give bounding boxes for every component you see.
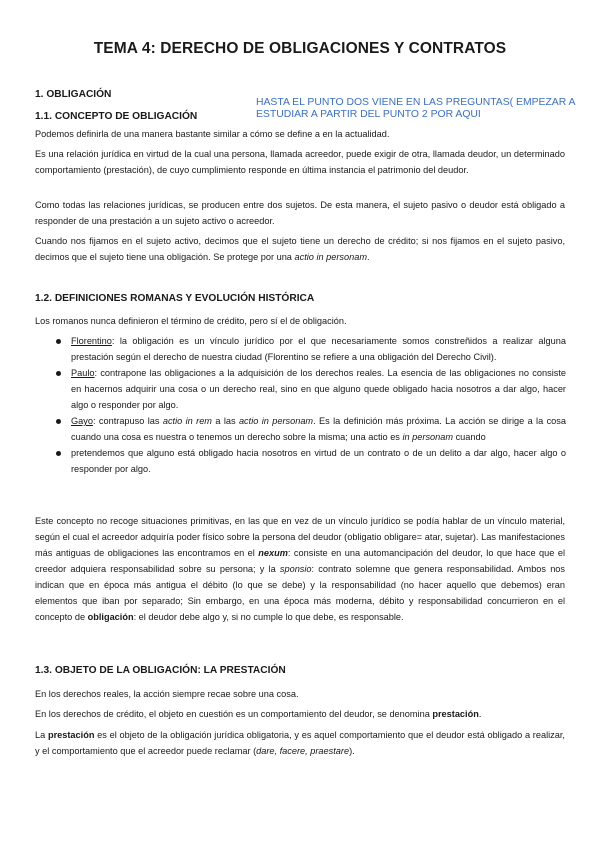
latin-term: actio in personam xyxy=(238,416,314,426)
paragraph xyxy=(35,727,565,759)
text-run: : contrapuso las xyxy=(92,416,163,426)
latin-term: in personam xyxy=(402,432,454,442)
list-item xyxy=(54,365,566,413)
text-run: En los derechos de crédito, el objeto en cuestión es un comportamiento del deudor, se denomina xyxy=(35,709,433,719)
bullet-icon xyxy=(56,419,61,424)
bullet-icon xyxy=(56,339,61,344)
text-run: : el deudor debe algo y, si no cumple lo que debe, es responsable. xyxy=(133,612,404,622)
latin-term: actio in rem xyxy=(162,416,212,426)
subheading-objeto: 1.3. OBJETO DE LA OBLIGACIÓN: LA PRESTACIÓN xyxy=(35,665,286,676)
subheading-concepto: 1.1. CONCEPTO DE OBLIGACIÓN xyxy=(35,111,198,122)
text-run: : contrapone las obligaciones a la adquisición de los derechos reales. La esencia de las obligaciones no consiste en hacernos adquirir una cosa o un derecho real, sino en que alguno quede obligado hacia nosotros a dar algo, hacer algo o responder por algo. xyxy=(71,368,566,410)
latin-term: actio in personam xyxy=(294,252,368,262)
text-run: . Es la definición más próxima. La acción se dirige a la cosa cuando una cosa es nuestra o tenemos un derecho sobre la misma; una actio es xyxy=(71,416,566,442)
author-name: Florentino xyxy=(71,336,112,346)
text-run: Cuando nos fijamos en el sujeto activo, decimos que el sujeto tiene un derecho de crédito; si nos fijamos en el sujeto pasivo, decimos que el sujeto tiene una obligación. Se protege por una xyxy=(35,236,565,262)
section-heading-obligacion: 1. OBLIGACIÓN xyxy=(35,89,112,100)
text-run: pretendemos que alguno está obligado hacia nosotros en virtud de un contrato o de un delito a dar algo, hacer algo o responder por algo. xyxy=(71,448,566,474)
text-run: ). xyxy=(349,746,355,756)
author-name: Gayo xyxy=(71,416,93,426)
list-item xyxy=(54,413,566,445)
paragraph: Es una relación jurídica en virtud de la cual una persona, llamada acreedor, puede exigir de otra, llamada deudor, un determinado comportamiento (prestación), de cuyo cumplimiento responde en última instancia el patrimonio del deudor. xyxy=(35,149,565,175)
study-note: HASTA EL PUNTO DOS VIENE EN LAS PREGUNTAS( EMPEZAR A ESTUDIAR A PARTIR DEL PUNTO 2 POR AQUI xyxy=(256,97,575,120)
page-title: TEMA 4: DERECHO DE OBLIGACIONES Y CONTRATOS xyxy=(93,40,507,57)
paragraph: Los romanos nunca definieron el término de crédito, pero sí el de obligación. xyxy=(35,316,347,326)
text-run: : contrato solemne que genera responsabilidad. Ambos nos indican que en época más antigua el débito (lo que se debe) y la responsabilidad (no hacer aquello que debemos) eran elementos que iban por separado; Sin embargo, en una época más moderna, débito y responsabilidad concurrieron en el concepto de xyxy=(35,564,566,622)
text-run: es el objeto de la obligación jurídica obligatoria, y es aquel comportamiento que el deudor está obligado a realizar, y el comportamiento que el acreedor puede reclamar ( xyxy=(35,730,565,756)
key-term: prestación xyxy=(432,709,479,719)
text-run: . xyxy=(478,709,482,719)
text-run: cuando xyxy=(453,432,486,442)
latin-term: sponsio xyxy=(279,564,312,574)
key-term: prestación xyxy=(47,730,95,740)
definitions-list xyxy=(54,333,566,477)
text-run: : la obligación es un vínculo jurídico por el que necesariamente somos constreñidos a realizar alguna prestación según el derecho de nuestra ciudad (Florentino se refiere a una obligación del Derecho Civil). xyxy=(71,336,566,362)
text-run: Este concepto no recoge situaciones primitivas, en las que en vez de un vínculo jurídico se podía hablar de un vínculo material, según el cual el acreedor adquiría poder físico sobre la persona del deudor (obligatio obligare= atar, sujetar). Las manifestaciones más antiguas de obligaciones las encontramos en el xyxy=(35,516,565,558)
paragraph xyxy=(35,233,565,265)
paragraph: Podemos definirla de una manera bastante similar a cómo se define a en la actualidad. xyxy=(35,129,390,139)
author-name: Paulo xyxy=(71,368,95,378)
list-item xyxy=(54,333,566,365)
bullet-icon xyxy=(56,371,61,376)
subheading-definiciones: 1.2. DEFINICIONES ROMANAS Y EVOLUCIÓN HISTÓRICA xyxy=(35,293,315,304)
text-run: . xyxy=(367,252,370,262)
paragraph xyxy=(35,513,565,625)
text-run: a las xyxy=(211,416,239,426)
paragraph: Como todas las relaciones jurídicas, se producen entre dos sujetos. De esta manera, el sujeto pasivo o deudor está obligado a responder de una prestación a un sujeto activo o acreedor. xyxy=(35,200,565,226)
bullet-icon xyxy=(56,451,61,456)
text-run: : consiste en una automancipación del deudor, lo que hace que el creedor adquiera responsabilidad sobre su persona; y la xyxy=(35,548,565,574)
text-run: La xyxy=(35,730,48,740)
paragraph: En los derechos reales, la acción siempre recae sobre una cosa. xyxy=(35,689,299,699)
latin-term: dare, facere, praestare xyxy=(256,746,350,756)
key-term: obligación xyxy=(87,612,134,622)
list-item xyxy=(54,445,566,477)
latin-term: nexum xyxy=(258,548,288,558)
paragraph xyxy=(35,706,565,722)
